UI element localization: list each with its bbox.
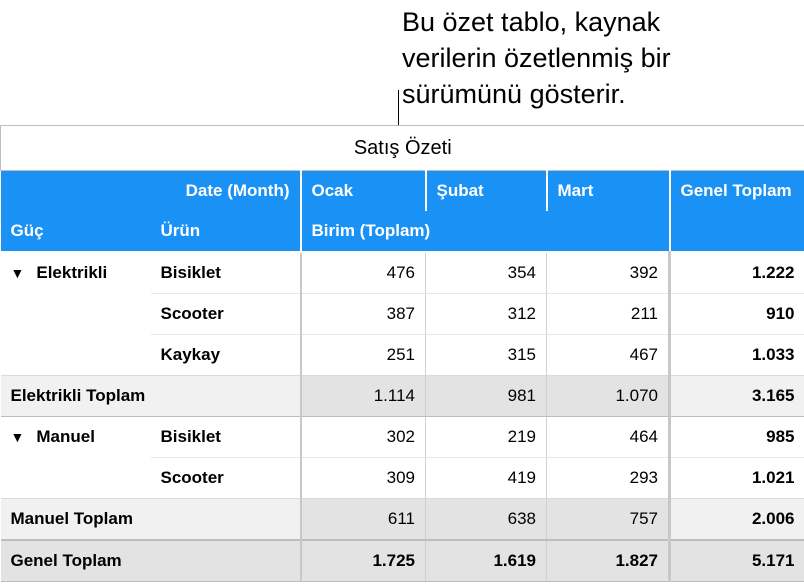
triangle-down-icon[interactable]: ▼ (10, 265, 25, 282)
header-row-columns (1, 171, 804, 212)
product-cell[interactable]: Scooter (160, 468, 224, 487)
table-row (1, 252, 804, 294)
value-cell[interactable]: 467 (547, 335, 670, 376)
product-cell[interactable]: Bisiklet (151, 417, 301, 458)
value-cell[interactable]: 309 (301, 458, 426, 499)
table-row (1, 294, 804, 335)
subtotal-value-cell[interactable]: 611 (301, 499, 426, 541)
value-cell[interactable]: 354 (426, 252, 547, 294)
subtotal-value-cell[interactable]: 1.114 (301, 376, 426, 417)
row-total-cell[interactable]: 910 (670, 294, 804, 335)
row-total-cell[interactable]: 1.021 (670, 458, 804, 499)
row-total-cell[interactable]: 985 (670, 417, 804, 458)
callout-line-2: verilerin özetlenmiş bir (402, 43, 671, 73)
table-row (1, 458, 804, 499)
month-header-ocak[interactable]: Ocak (301, 171, 426, 212)
grand-total-value-cell[interactable]: 1.725 (301, 540, 426, 582)
group-spacer (1, 458, 151, 499)
product-cell[interactable]: Kaykay (160, 345, 221, 364)
product-header[interactable]: Ürün (151, 211, 301, 252)
grand-total-total-cell[interactable]: 5.171 (670, 540, 804, 582)
group-spacer (1, 335, 151, 376)
triangle-down-icon[interactable]: ▼ (10, 429, 25, 446)
table-row (1, 417, 804, 458)
grand-total-header[interactable]: Genel Toplam (670, 171, 804, 212)
subtotal-total-cell[interactable]: 3.165 (670, 376, 804, 417)
date-month-header[interactable]: Date (Month) (151, 171, 301, 212)
callout-text (402, 4, 802, 112)
product-cell[interactable]: Scooter (151, 294, 301, 335)
power-header[interactable]: Güç (1, 211, 151, 252)
month-header-subat[interactable]: Şubat (426, 171, 547, 212)
grand-total-label[interactable]: Genel Toplam (1, 540, 301, 582)
callout-leader-line (398, 90, 399, 126)
subtotal-value-cell[interactable]: 1.070 (547, 376, 670, 417)
subtotal-label[interactable]: Manuel Toplam (1, 499, 301, 541)
table-title[interactable]: Satış Özeti (1, 126, 804, 171)
group-label-elektrikli[interactable]: ▼ Elektrikli (10, 263, 108, 283)
value-cell[interactable]: 219 (426, 417, 547, 458)
row-total-cell[interactable]: 1.033 (670, 335, 804, 376)
value-cell[interactable]: 387 (301, 294, 426, 335)
subtotal-label[interactable]: Elektrikli Toplam (1, 376, 301, 417)
subtotal-value-cell[interactable]: 638 (426, 499, 547, 541)
subtotal-total-cell[interactable]: 2.006 (670, 499, 804, 541)
pivot-table (0, 125, 804, 582)
header-row-fields (1, 211, 804, 252)
grand-total-row (1, 540, 804, 582)
subtotal-row-manuel (1, 499, 804, 541)
product-cell[interactable]: Bisiklet (151, 252, 301, 294)
value-cell[interactable]: 315 (426, 335, 547, 376)
value-cell[interactable]: 464 (547, 417, 670, 458)
grand-total-value-cell[interactable]: 1.827 (547, 540, 670, 582)
grand-total-value-cell[interactable]: 1.619 (426, 540, 547, 582)
value-cell[interactable]: 392 (547, 252, 670, 294)
month-header-mart[interactable]: Mart (547, 171, 670, 212)
table-row (1, 335, 804, 376)
callout-line-3: sürümünü gösterir. (402, 79, 626, 109)
subtotal-value-cell[interactable]: 757 (547, 499, 670, 541)
subtotal-row-elektrikli (1, 376, 804, 417)
measure-header[interactable]: Birim (Toplam) (301, 211, 670, 252)
value-cell[interactable]: 476 (301, 252, 426, 294)
header-empty-cell[interactable] (1, 171, 151, 212)
callout-line-1: Bu özet tablo, kaynak (402, 7, 661, 37)
value-cell[interactable]: 419 (426, 458, 547, 499)
group-label-manuel[interactable]: ▼ Manuel (10, 427, 95, 447)
value-cell[interactable]: 312 (426, 294, 547, 335)
table-title-row (1, 126, 804, 171)
value-cell[interactable]: 211 (547, 294, 670, 335)
value-cell[interactable]: 302 (301, 417, 426, 458)
row-total-cell[interactable]: 1.222 (670, 252, 804, 294)
header-empty-total-cell[interactable] (670, 211, 804, 252)
subtotal-value-cell[interactable]: 981 (426, 376, 547, 417)
value-cell[interactable]: 251 (301, 335, 426, 376)
group-spacer (1, 294, 151, 335)
value-cell[interactable]: 293 (547, 458, 670, 499)
